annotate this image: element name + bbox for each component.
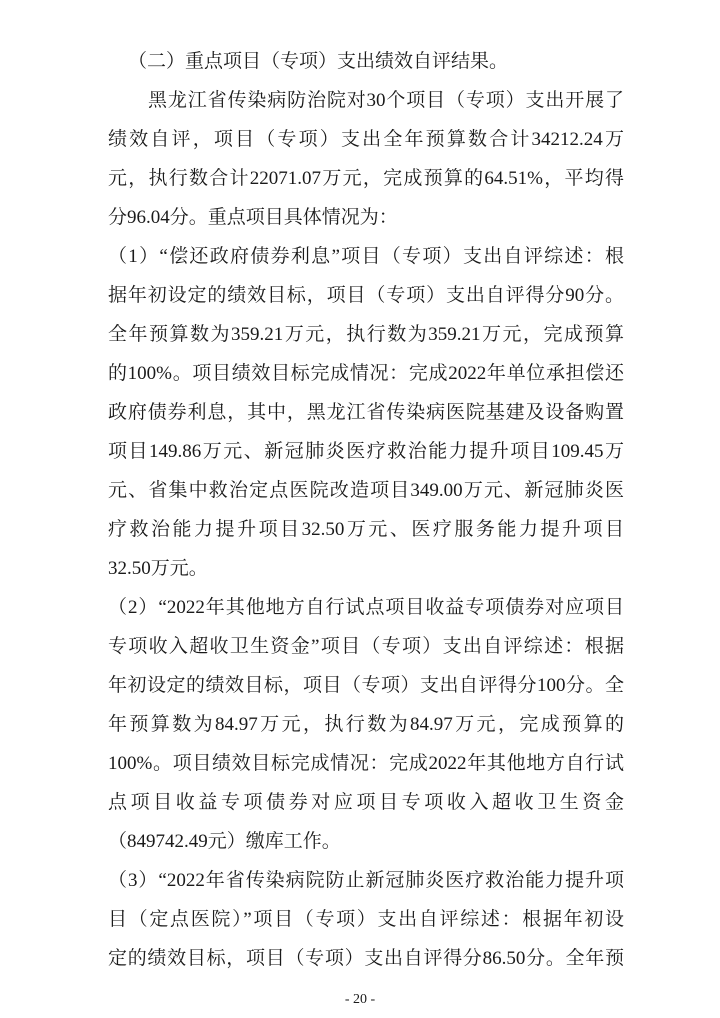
page-number: - 20 - [344,992,376,1007]
body-line: 100%。项目绩效目标完成情况：完成2022年其他地方自行试 [108,753,624,774]
body-line: 年预算数为84.97万元，执行数为84.97万元，完成预算的 [108,714,624,735]
body-line: （2）“2022年其他地方自行试点项目收益专项债券对应项目 [108,597,624,618]
item-paragraph-3 [108,861,624,978]
item-paragraph-2 [108,588,624,861]
body-line: 据年初设定的绩效目标，项目（专项）支出自评得分90分。 [108,285,624,306]
body-line: 元，执行数合计22071.07万元，完成预算的64.51%，平均得 [108,168,624,189]
body-line: 目（定点医院）”项目（专项）支出自评综述：根据年初设 [108,909,624,930]
body-line: 绩效自评，项目（专项）支出全年预算数合计34212.24万 [108,129,624,150]
body-line: 32.50万元。 [108,558,208,579]
document-body [108,42,624,978]
body-line: （1）“偿还政府债券利息”项目（专项）支出自评综述：根 [108,246,624,267]
body-line: 的100%。项目绩效目标完成情况：完成2022年单位承担偿还 [108,363,624,384]
body-line: 年初设定的绩效目标，项目（专项）支出自评得分100分。全 [108,675,624,696]
body-line: （3）“2022年省传染病院防止新冠肺炎医疗救治能力提升项 [108,870,624,891]
body-line: （849742.49元）缴库工作。 [108,831,341,852]
body-line: 点项目收益专项债券对应项目专项收入超收卫生资金 [108,792,624,813]
body-line: 定的绩效目标，项目（专项）支出自评得分86.50分。全年预 [108,948,624,969]
body-line: 全年预算数为359.21万元，执行数为359.21万元，完成预算 [108,324,624,345]
item-paragraph-1 [108,237,624,588]
section-heading: （二）重点项目（专项）支出绩效自评结果。 [128,51,509,72]
body-line: 疗救治能力提升项目32.50万元、医疗服务能力提升项目 [108,519,624,540]
body-line: 政府债券利息，其中，黑龙江省传染病医院基建及设备购置 [108,402,624,423]
body-line: 项目149.86万元、新冠肺炎医疗救治能力提升项目109.45万 [108,441,624,462]
body-line: 黑龙江省传染病防治院对30个项目（专项）支出开展了 [148,90,624,111]
body-line: 元、省集中救治定点医院改造项目349.00万元、新冠肺炎医 [108,480,624,501]
body-line: 专项收入超收卫生资金”项目（专项）支出自评综述：根据 [108,636,624,657]
intro-paragraph [108,81,624,237]
body-line: 分96.04分。重点项目具体情况为： [108,207,398,228]
